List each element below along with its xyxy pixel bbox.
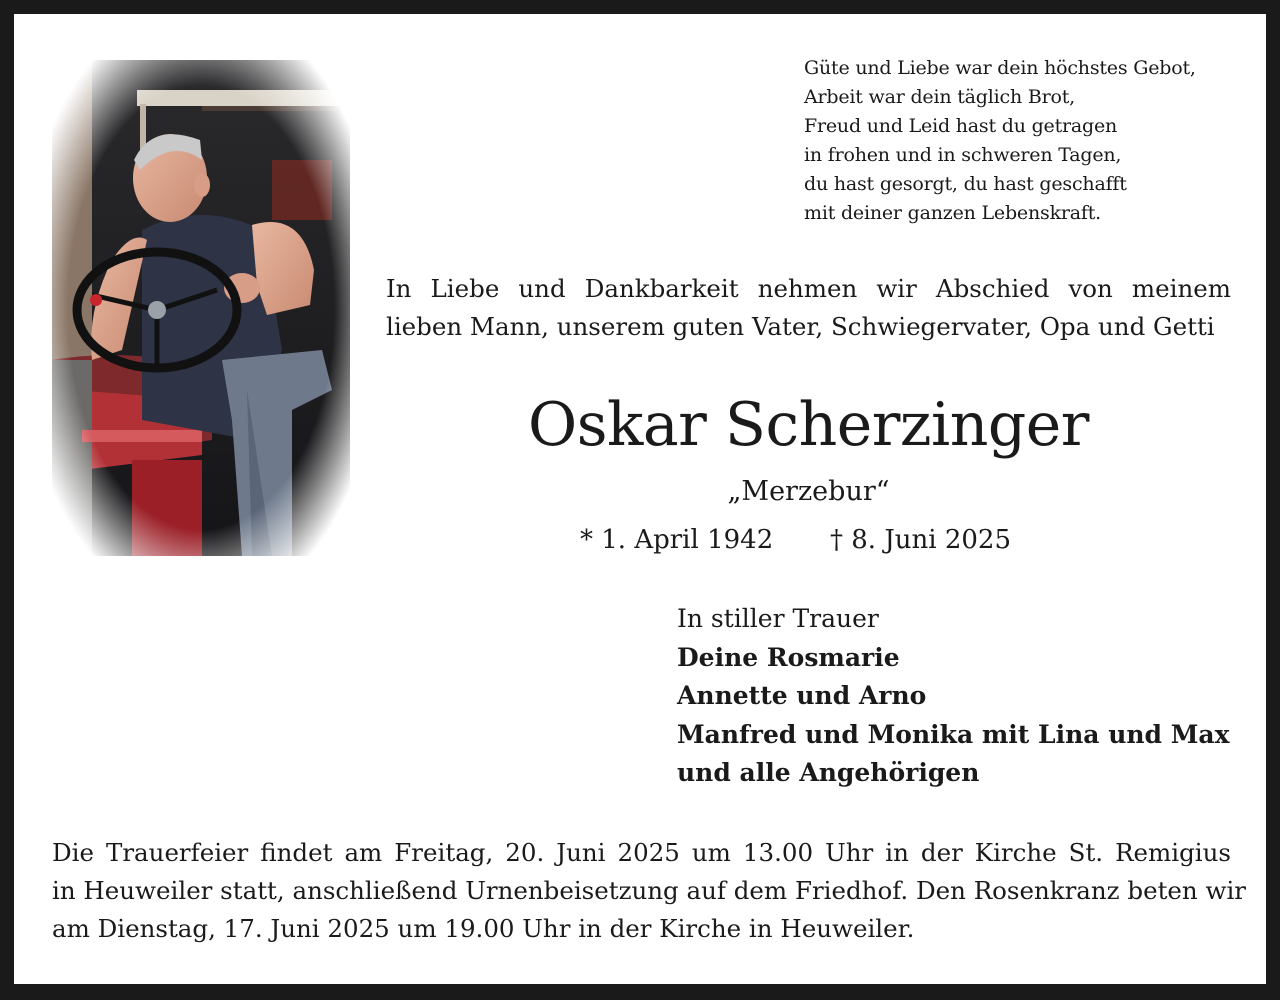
- mourner-name: Manfred und Monika mit Lina und Max: [677, 719, 1230, 749]
- mourner-name: Annette und Arno: [677, 681, 927, 710]
- obituary-notice: [14, 14, 1266, 984]
- funeral-line: am Dienstag, 17. Juni 2025 um 19.00 Uhr in der Kirche in Heuweiler.: [52, 914, 915, 943]
- funeral-line: Die Trauerfeier findet am Freitag, 20. Juni 2025 um 13.00 Uhr in der Kirche St. Remigius: [52, 838, 1231, 867]
- death-date: † 8. Juni 2025: [830, 525, 1011, 555]
- poem-line: Arbeit war dein täglich Brot,: [804, 86, 1075, 108]
- deceased-name: Oskar Scherzinger: [528, 390, 1089, 460]
- funeral-info: [52, 834, 1246, 948]
- poem-line: Freud und Leid hast du getragen: [804, 115, 1118, 137]
- intro-line: In Liebe und Dankbarkeit nehmen wir Abschied von meinem: [386, 274, 1231, 303]
- mourning-lead: In stiller Trauer: [677, 604, 879, 633]
- mourner-name: und alle Angehörigen: [677, 758, 980, 787]
- mourner-name: Deine Rosmarie: [677, 642, 900, 672]
- portrait-photo: [52, 60, 350, 556]
- mourners-block: [677, 600, 1257, 793]
- farewell-intro: [386, 270, 1231, 346]
- intro-line: lieben Mann, unserem guten Vater, Schwiegervater, Opa und Getti: [386, 312, 1215, 341]
- deceased-nickname: „Merzebur“: [727, 476, 890, 507]
- poem-line: mit deiner ganzen Lebenskraft.: [804, 202, 1101, 224]
- birth-date: * 1. April 1942: [580, 525, 774, 555]
- funeral-line: in Heuweiler statt, anschließend Urnenbeisetzung auf dem Friedhof. Den Rosenkranz beten wir: [52, 876, 1246, 905]
- poem-line: Güte und Liebe war dein höchstes Gebot,: [804, 57, 1196, 79]
- poem: [804, 54, 1244, 228]
- poem-line: du hast gesorgt, du hast geschafft: [804, 173, 1127, 195]
- poem-line: in frohen und in schweren Tagen,: [804, 144, 1122, 166]
